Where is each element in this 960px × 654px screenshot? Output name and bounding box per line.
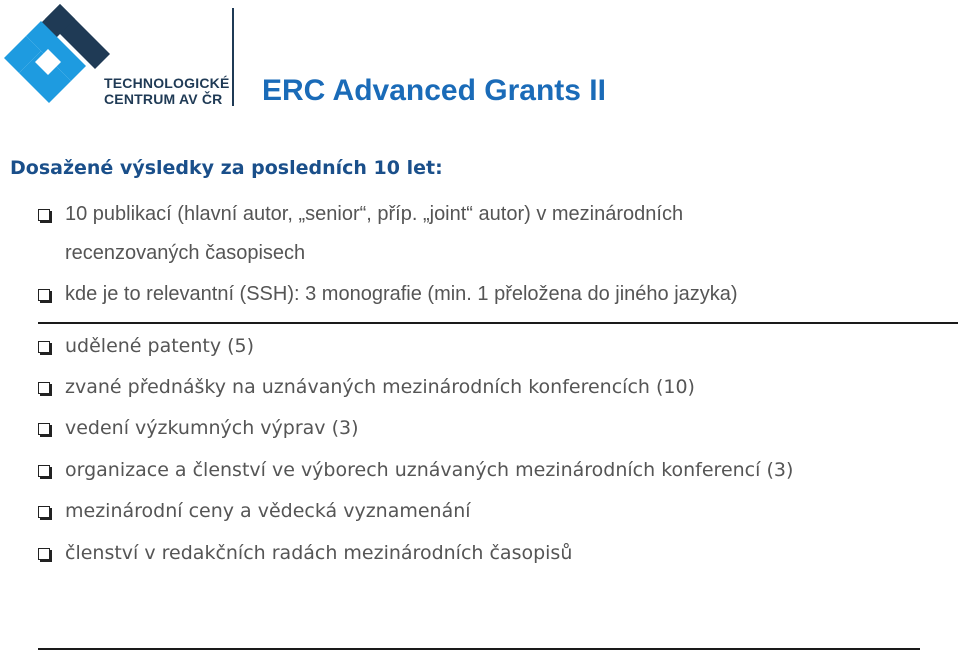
checkbox-bullet-icon bbox=[38, 506, 50, 518]
checkbox-bullet-icon bbox=[38, 341, 50, 353]
list-item-text: udělené patenty (5) bbox=[65, 335, 255, 357]
list-item-continuation: recenzovaných časopisech bbox=[65, 242, 306, 264]
list-item-text: zvané přednášky na uznávaných mezinárodních konferencích (10) bbox=[65, 376, 695, 398]
list-item-text: mezinárodní ceny a vědecká vyznamenání bbox=[65, 500, 471, 522]
horizontal-divider bbox=[38, 322, 958, 324]
logo-text-line2: CENTRUM AV ČR bbox=[104, 91, 223, 107]
page-title: ERC Advanced Grants II bbox=[262, 74, 606, 107]
list-item-text: členství v redakčních radách mezinárodních časopisů bbox=[65, 542, 573, 564]
tc-avcr-logo bbox=[0, 0, 230, 115]
list-item-text: organizace a členství ve výborech uznávaných mezinárodních konferencí (3) bbox=[65, 459, 794, 481]
list-item-text: vedení výzkumných výprav (3) bbox=[65, 417, 359, 439]
logo-mark-icon bbox=[0, 0, 120, 115]
checkbox-bullet-icon bbox=[38, 209, 50, 221]
header-divider bbox=[232, 8, 234, 106]
checkbox-bullet-icon bbox=[38, 289, 50, 301]
list-item-text: 10 publikací (hlavní autor, „senior“, příp. „joint“ autor) v mezinárodních bbox=[65, 203, 684, 225]
checkbox-bullet-icon bbox=[38, 465, 50, 477]
checkbox-bullet-icon bbox=[38, 423, 50, 435]
list-item-text: kde je to relevantní (SSH): 3 monografie (min. 1 přeložena do jiného jazyka) bbox=[65, 283, 738, 305]
section-subtitle: Dosažené výsledky za posledních 10 let: bbox=[10, 157, 443, 179]
logo-text-line1: TECHNOLOGICKÉ bbox=[104, 75, 230, 91]
footer-divider bbox=[38, 648, 920, 650]
checkbox-bullet-icon bbox=[38, 548, 50, 560]
checkbox-bullet-icon bbox=[38, 382, 50, 394]
